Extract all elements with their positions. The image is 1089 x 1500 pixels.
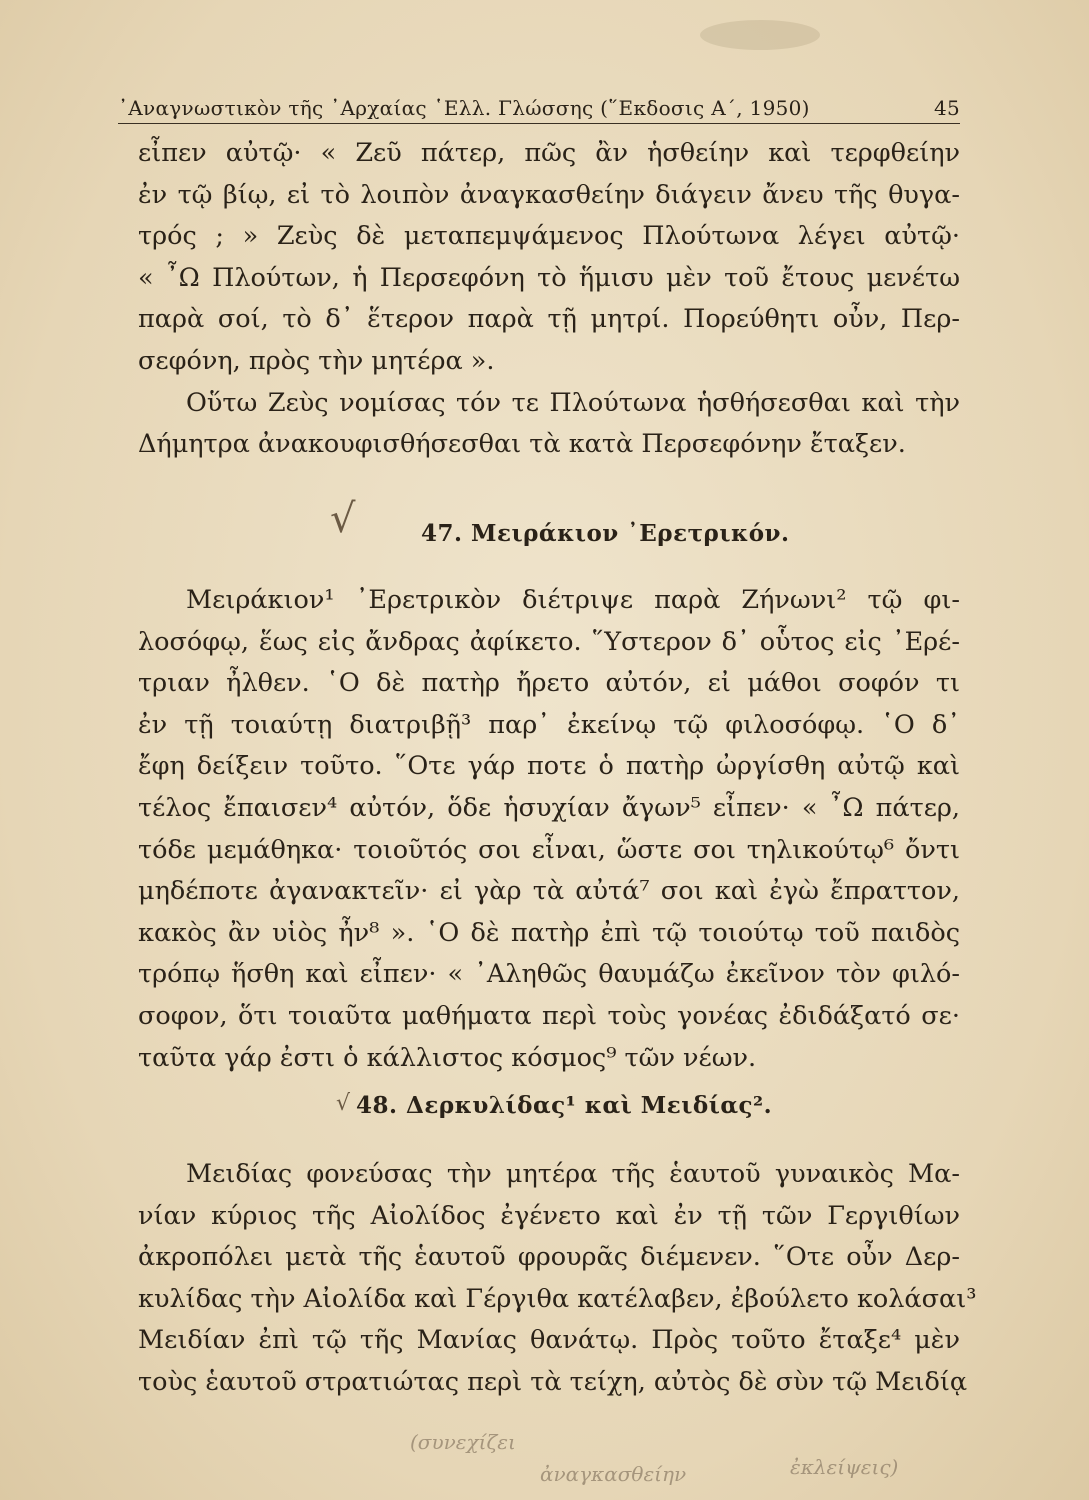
text-line: ἐν τῇ τοιαύτῃ διατριβῇ³ παρ᾿ ἐκείνῳ τῷ φιλοσόφῳ. ῾Ο δ᾿ xyxy=(138,709,960,740)
check-mark-icon: √ xyxy=(330,496,356,542)
text-line: λοσόφῳ, ἕως εἰς ἄνδρας ἀφίκετο. ῞Υστερον δ᾿ οὗτος εἰς ᾿Ερέ- xyxy=(138,626,960,657)
text-line: μηδέποτε ἀγανακτεῖν· εἰ γὰρ τὰ αὐτά⁷ σοι καὶ ἐγὼ ἔπραττον, xyxy=(138,876,960,907)
check-mark-icon: √ xyxy=(336,1091,351,1116)
pencil-annotation: (συνεχίζει xyxy=(410,1430,516,1454)
text-line: Μειράκιον¹ ᾿Ερετρικὸν διέτριψε παρὰ Ζήνωνι² τῷ φι- xyxy=(186,585,960,615)
text-line: Μειδίαν ἐπὶ τῷ τῆς Μανίας θανάτῳ. Πρὸς τοῦτο ἔταξε⁴ μὲν xyxy=(138,1325,960,1356)
text-line: ἔφη δείξειν τοῦτο. ῞Οτε γάρ ποτε ὁ πατὴρ ὠργίσθη αὐτῷ καὶ xyxy=(138,751,960,782)
text-line: σεφόνη, πρὸς τὴν μητέρα ». xyxy=(138,345,495,376)
smudge xyxy=(700,20,820,50)
text-line: ἀκροπόλει μετὰ τῆς ἑαυτοῦ φρουρᾶς διέμενεν. ῞Οτε οὖν Δερ- xyxy=(138,1242,960,1273)
text-line: νίαν κύριος τῆς Αἰολίδος ἐγένετο καὶ ἐν τῇ τῶν Γεργιθίων xyxy=(138,1200,960,1231)
text-line: τοὺς ἑαυτοῦ στρατιώτας περὶ τὰ τείχη, αὐτὸς δὲ σὺν τῷ Μειδίᾳ xyxy=(138,1366,968,1397)
text-line: Μειδίας φονεύσας τὴν μητέρα τῆς ἑαυτοῦ γυναικὸς Μα- xyxy=(186,1159,960,1189)
text-line: κυλίδας τὴν Αἰολίδα καὶ Γέργιθα κατέλαβεν, ἐβούλετο κολάσαι³ xyxy=(138,1283,977,1314)
text-line: « ῏Ω Πλούτων, ἡ Περσεφόνη τὸ ἥμισυ μὲν τοῦ ἔτους μενέτω xyxy=(138,262,960,293)
section-title-47: 47. Μειράκιον ᾿Ερετρικόν. xyxy=(421,520,790,547)
text-line: εἶπεν αὐτῷ· « Ζεῦ πάτερ, πῶς ἂν ἡσθείην καὶ τερφθείην xyxy=(138,138,960,168)
text-line: τριαν ἦλθεν. ῾Ο δὲ πατὴρ ἤρετο αὐτόν, εἰ μάθοι σοφόν τι xyxy=(138,668,960,699)
section-title-48: 48. Δερκυλίδας¹ καὶ Μειδίας². xyxy=(356,1092,773,1119)
text-line: ταῦτα γάρ ἐστι ὁ κάλλιστος κόσμος⁹ τῶν νέων. xyxy=(138,1042,757,1073)
text-line: Οὕτω Ζεὺς νομίσας τόν τε Πλούτωνα ἡσθήσεσθαι καὶ τὴν xyxy=(186,387,960,418)
text-line: ἐν τῷ βίῳ, εἰ τὸ λοιπὸν ἀναγκασθείην διάγειν ἄνευ τῆς θυγα- xyxy=(138,179,960,210)
text-line: τέλος ἔπαισεν⁴ αὐτόν, ὅδε ἡσυχίαν ἄγων⁵ εἶπεν· « ῏Ω πάτερ, xyxy=(138,792,960,823)
header-title: ᾿Αναγνωστικὸν τῆς ᾿Αρχαίας ῾Ελλ. Γλώσσης (῞Εκδοσις Α΄, 1950) xyxy=(118,96,810,120)
pencil-annotation: ἀναγκασθείην xyxy=(540,1462,687,1486)
text-line: σοφον, ὅτι τοιαῦτα μαθήματα περὶ τοὺς γονέας ἐδιδάξατό σε· xyxy=(138,1000,960,1031)
page-number: 45 xyxy=(933,96,960,120)
paragraph-block-1 xyxy=(138,133,960,466)
pencil-annotation: ἐκλείψεις) xyxy=(790,1455,899,1479)
text-line: κακὸς ἂν υἱὸς ἦν⁸ ». ῾Ο δὲ πατὴρ ἐπὶ τῷ τοιούτῳ τοῦ παιδὸς xyxy=(138,917,960,948)
text-line: παρὰ σοί, τὸ δ᾿ ἕτερον παρὰ τῇ μητρί. Πορεύθητι οὖν, Περ- xyxy=(138,304,960,335)
running-header xyxy=(118,96,960,124)
paragraph-block-3 xyxy=(138,1154,977,1404)
text-line: Δήμητρα ἀνακουφισθήσεσθαι τὰ κατὰ Περσεφόνην ἔταξεν. xyxy=(138,429,906,460)
text-line: τρόπῳ ἥσθη καὶ εἶπεν· « ᾿Αληθῶς θαυμάζω ἐκεῖνον τὸν φιλό- xyxy=(138,959,960,990)
text-line: τόδε μεμάθηκα· τοιοῦτός σοι εἶναι, ὥστε σοι τηλικούτῳ⁶ ὄντι xyxy=(138,834,960,865)
paragraph-block-2 xyxy=(138,580,960,1079)
text-line: τρός ; » Ζεὺς δὲ μεταπεμψάμενος Πλούτωνα λέγει αὐτῷ· xyxy=(138,221,960,252)
